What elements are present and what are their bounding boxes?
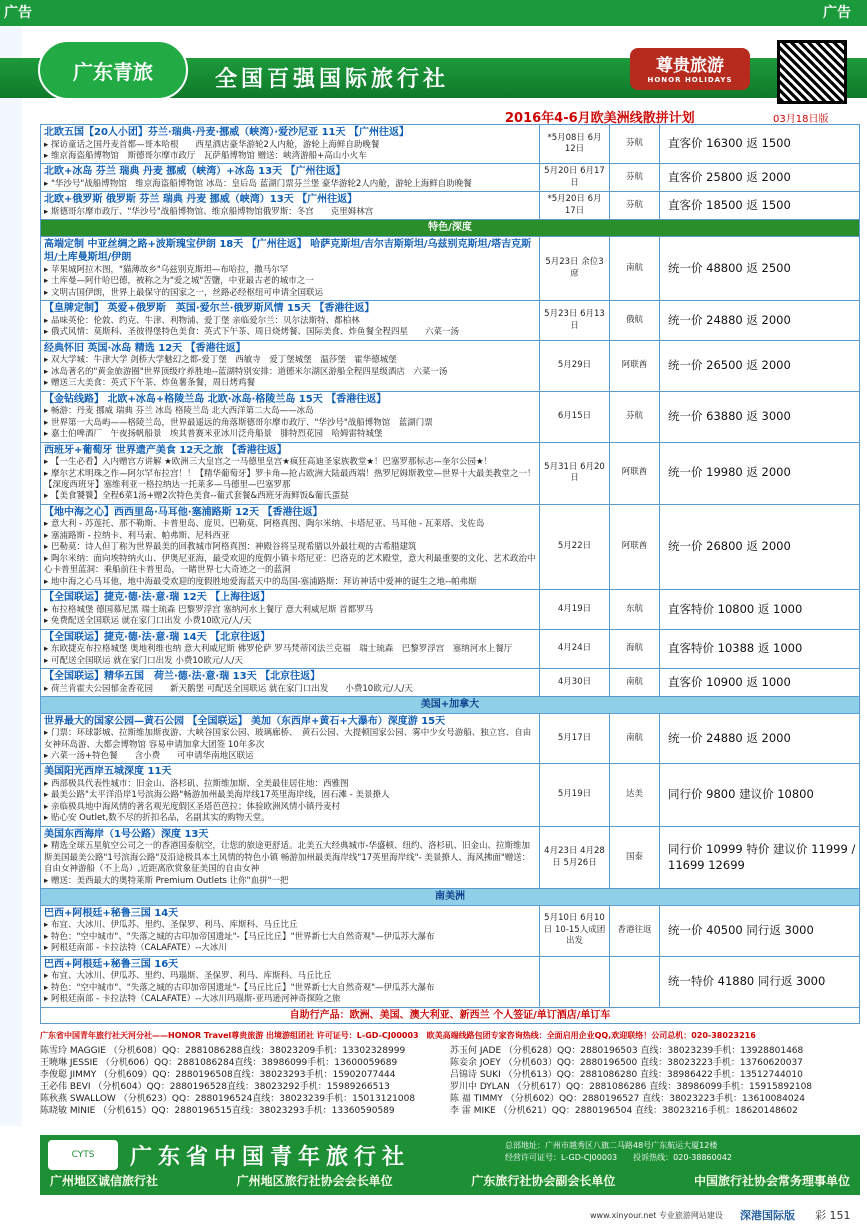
contact-entry[interactable]: 王曉琳 JESSIE （分机606）QQ：2881086284直线：38986099手机：13600059689 xyxy=(40,1058,398,1068)
contact-entry[interactable]: 陈雪玲 MAGGIE （分机608）QQ：2881086288直线：38023209手机：13302328999 xyxy=(40,1046,406,1056)
route-title[interactable]: 【全国联运】捷克·德·法·意·瑞 14天 【北京往返】 xyxy=(44,631,271,643)
ad-label-left: 广告 xyxy=(4,5,32,21)
route-title[interactable]: 【全国联运】精华五国 荷兰·德·法·意·瑞 13天 【北京往返】 xyxy=(44,671,321,683)
route-feature: ▸ 维京海盗船博物馆 斯德哥尔摩市政厅 瓦萨船博物馆 赠送：峡湾游船+高山小火车 xyxy=(44,151,536,162)
route-info xyxy=(41,629,540,668)
airline: 香港往返 xyxy=(610,905,660,956)
footer-company-name: 广东省中国青年旅行社 xyxy=(130,1145,411,1170)
route-price: 统一价 24880 返 2000 xyxy=(660,713,860,764)
route-info xyxy=(41,301,540,340)
airline: 阿联酋 xyxy=(610,340,660,391)
honor-logo-sub: HONOR HOLIDAYS xyxy=(647,76,733,84)
route-feature: ▸ 布宜、大冰川、伊瓜苏、里约、玛瑙斯、圣保罗、利马、库斯科、马丘比丘 xyxy=(44,971,536,982)
route-title[interactable]: 巴西+阿根廷+秘鲁三国 16天 xyxy=(44,958,179,970)
route-row[interactable] xyxy=(41,504,860,589)
plan-title: 2016年4-6月欧美洲线散拼计划 xyxy=(505,111,695,126)
route-feature: ▸ 冰岛著名的"黄金旅游圈"世界顶级疗养胜地--蓝湖特别安排：道德米尔湖区游船全程四星级酒店 六菜一汤 xyxy=(44,367,536,378)
route-price: 统一特价 41880 同行返 3000 xyxy=(660,956,860,1007)
footer-address-line: 总部地址：广州市越秀区八旗二马路48号广东航运大厦12楼 xyxy=(505,1141,718,1150)
route-feature: ▸ 荷兰肯霍夫公园郁金香花园 新天鹅堡 可配送全国联运 就在家门口出发 小费10欧元/人/天 xyxy=(44,684,536,695)
self-service-banner: 自助行产品：欧洲、美国、澳大利亚、新西兰 个人签证/单订酒店/单订车 xyxy=(41,1007,860,1024)
route-row[interactable] xyxy=(41,442,860,504)
route-feature: ▸ 双大学城：牛津大学 剑桥大学魅幻之都-爱丁堡 西敏寺 爱丁堡城堡 温莎堡 霍华德城堡 xyxy=(44,355,536,366)
assoc-item: 中国旅行社协会常务理事单位 xyxy=(693,1174,850,1188)
route-row[interactable] xyxy=(41,713,860,764)
route-info xyxy=(41,764,540,826)
route-feature: ▸ 土库曼—阿什哈巴德，被称之为"爱之城"苦鹽，中亚最古老的城市之一 xyxy=(44,276,536,287)
departure-date: *5月20日 6月17日 xyxy=(540,192,610,220)
route-feature: ▸ 阿根廷南部 - 卡拉法特（CALAFATE）--大冰川 xyxy=(44,943,536,954)
route-feature: ▸ 可配送全国联运 就在家门口出发 小费10欧元/人/天 xyxy=(44,656,536,667)
airline: 芬航 xyxy=(610,391,660,442)
route-info xyxy=(41,504,540,589)
route-info xyxy=(41,192,540,220)
edition-label: 深港国际版 xyxy=(740,1209,795,1222)
company-slogan: 全国百强国际旅行社 xyxy=(215,67,450,92)
route-price: 统一价 19980 返 2000 xyxy=(660,442,860,504)
route-feature: ▸ "华沙号"战船博物馆 维京海盗船博物馆 冰岛：皇后岛 蓝湖门票芬兰堡 豪华游轮2人内舱，游轮上海鲜自助晚餐 xyxy=(44,179,536,190)
top-ad-bar xyxy=(0,0,867,26)
route-feature: ▸ 畅游：丹麦 挪威 瑞典 芬兰 冰岛 格陵兰岛 北大西洋第二大岛——冰岛 xyxy=(44,406,536,417)
airline: 南航 xyxy=(610,713,660,764)
contact-entry[interactable]: 李 雷 MIKE （分机621）QQ：2880196504 直线：38023216手机：18620148602 xyxy=(450,1106,798,1116)
footer-address xyxy=(505,1140,732,1164)
route-title[interactable]: 【金钻线路】 北欧+冰岛+格陵兰岛 北欧·冰岛·格陵兰岛 15天 【香港往返】 xyxy=(44,393,387,405)
departure-date: 4月23日 4月28日 5月26日 xyxy=(540,826,610,888)
airline: 阿联酋 xyxy=(610,442,660,504)
route-info xyxy=(41,125,540,164)
route-feature: ▸ 赠送三大美食：英式下午茶、炸鱼薯条餐，周日烤鸡餐 xyxy=(44,378,536,389)
route-table xyxy=(40,124,860,1024)
ad-label-right: 广告 xyxy=(823,5,851,21)
footer-license-line: 经营许可证号：L-GD-CJ00003 投诉热线：020-38860042 xyxy=(505,1153,733,1162)
route-price: 直客特价 10388 返 1000 xyxy=(660,629,860,668)
contact-entry[interactable]: 陈妾余 JOEY （分机603）QQ：2880196500 直线：38023223手机：13760620037 xyxy=(450,1058,803,1068)
contact-row xyxy=(40,1057,860,1069)
route-row[interactable] xyxy=(41,340,860,391)
contact-entry[interactable]: 陈晓敏 MINIE （分机615）QQ：2880196515直线：38023293手机：13360590589 xyxy=(40,1106,395,1116)
route-price: 统一价 48800 返 2500 xyxy=(660,236,860,300)
route-feature: ▸ 最美公路"太平洋沿岸1号滨海公路"畅游加州最美海岸线17英里海岸线，固石滩 - 美景撩人 xyxy=(44,790,536,801)
departure-date: 5月17日 xyxy=(540,713,610,764)
route-row[interactable] xyxy=(41,301,860,340)
route-row[interactable] xyxy=(41,590,860,629)
route-price: 直客价 25800 返 2000 xyxy=(660,164,860,192)
departure-date: 4月30日 xyxy=(540,669,610,697)
departure-date: 5月23日 6月13日 xyxy=(540,301,610,340)
contact-entry[interactable]: 陈 福 TIMMY （分机602）QQ：2880196527 直线：38023223手机：13610084024 xyxy=(450,1094,806,1104)
route-info xyxy=(41,826,540,888)
route-info xyxy=(41,669,540,697)
route-price: 直客价 16300 返 1500 xyxy=(660,125,860,164)
route-feature: ▸ 巴勒莫：诗人但丁称为世界最美的回教城市阿格真图：神殿谷将呈现希腊以外最壮观的古希腊建筑 xyxy=(44,542,536,553)
route-info xyxy=(41,442,540,504)
route-info xyxy=(41,391,540,442)
route-title[interactable]: 【皇牌定制】 英爱+俄罗斯 英国·爱尔兰·俄罗斯风情 15天 【香港往返】 xyxy=(44,303,375,315)
route-feature: ▸ 六菜一汤+特色餐 含小费 可申请华南地区联运 xyxy=(44,751,536,762)
route-row[interactable] xyxy=(41,905,860,956)
route-price: 统一价 26800 返 2000 xyxy=(660,504,860,589)
route-feature: ▸ 亲临极具地中海风情的著名观光度假区圣塔芭芭拉；体验欧洲风情小镇丹麦村 xyxy=(44,802,536,813)
route-price: 直客特价 10800 返 1000 xyxy=(660,590,860,629)
contact-row xyxy=(40,1105,860,1117)
page-number: 彩 151 xyxy=(815,1209,851,1222)
airline: 芬航 xyxy=(610,125,660,164)
route-row[interactable] xyxy=(41,391,860,442)
route-title[interactable]: 高端定制 中亚丝绸之路+波斯瑰宝伊朗 18天 【广州往返】 哈萨克斯坦/吉尔吉斯斯坦/乌兹别克斯坦/塔吉克斯坦/土库曼斯坦/伊朗 xyxy=(44,238,532,264)
route-price: 统一价 40500 同行返 3000 xyxy=(660,905,860,956)
route-price: 直客价 10900 返 1000 xyxy=(660,669,860,697)
bottom-url[interactable]: www.xinyour.net 专业旅游网站建设 xyxy=(590,1211,723,1220)
airline: 达美 xyxy=(610,764,660,826)
assoc-item: 广州地区诚信旅行社 xyxy=(50,1174,159,1188)
route-feature: ▸ 【一生必看】入内赠宫方讲解 ★欧洲三大皇宫之一马德里皇宫★疯狂高迪圣家族教堂★！巴塞罗那标志—奎尔公园★！ xyxy=(44,457,536,468)
route-feature: ▸ 免费配送全国联运 就在家门口出发 小费10欧元/人/天 xyxy=(44,616,536,627)
route-info xyxy=(41,713,540,764)
route-row[interactable] xyxy=(41,764,860,826)
route-feature: ▸ 东欧捷克布拉格城堡 奥地利维也纳 意大利威尼斯 佛罗伦萨 罗马梵蒂冈法兰克福 瑞士琉森 巴黎罗浮宫 塞纳河水上餐厅 xyxy=(44,644,536,655)
route-feature: ▸ 阿根廷南部 - 卡拉法特（CALAFATE）--大冰川玛瑙斯-亚玛逊河神奇探险之旅 xyxy=(44,994,536,1005)
route-feature: ▸ 地中海之心马耳他，地中海最受欢迎的度假胜地爱海蓝天中的岛国-塞浦路斯：拜访神话中爱神的诞生之地--帕弗斯 xyxy=(44,577,536,588)
departure-date: 5月23日 余位3席 xyxy=(540,236,610,300)
route-feature: ▸ 品味英伦：伦敦、约克、牛津、利物浦、爱丁堡 亲临爱尔兰：贝尔法斯特、都柏林 xyxy=(44,316,536,327)
contact-header: 广东省中国青年旅行社天河分社——HONOR Travel尊贵旅游 出境游组团社 许可证号：L-GD-CJ00003 欧美高端线路包团专家咨询热线：全面启用企业QQ,欢迎联络！公司总机：020-38023216 xyxy=(40,1031,756,1040)
route-feature: ▸ 西部极具代表性城市：旧金山、洛杉矶、拉斯维加斯、全美最佳居住地：西雅图 xyxy=(44,779,536,790)
departure-date: 5月19日 xyxy=(540,764,610,826)
route-title[interactable]: 北欧+俄罗斯 俄罗斯 芬兰 瑞典 丹麦 挪威（峡湾）13天 【广州往返】 xyxy=(44,194,358,206)
route-feature: ▸ 文明古国伊朗，世界上最保守的国家之一，丝路必经枢纽可申请全国联运 xyxy=(44,288,536,299)
left-strip xyxy=(0,26,22,1126)
airline: 南航 xyxy=(610,669,660,697)
route-feature: ▸ 陶尔米纳：面向埃特纳火山、伊奥尼亚海，最受欢迎的度假小镇卡塔尼亚：巴洛克的艺术殿堂，意大利最重要的文化、艺术政治中心卡普里蓝洞：乘船前往卡普里岛，一睹世界七大奇迹之一的蓝洞 xyxy=(44,554,536,577)
route-title[interactable]: 世界最大的国家公园—黄石公园 【全国联运】 美加（东西岸+黄石+大瀑布）深度游 15天 xyxy=(44,715,446,727)
route-row[interactable] xyxy=(41,669,860,697)
route-title[interactable]: 西班牙+葡萄牙 世界遗产美食 12天之旅 【香港往返】 xyxy=(44,444,287,456)
section-header: 特色/深度 xyxy=(41,220,860,237)
route-price: 统一价 24880 返 2000 xyxy=(660,301,860,340)
airline: 阿联酋 xyxy=(610,504,660,589)
route-feature: ▸ 特色："空中城市"、"失落之城的古印加帝国遗址"-【马丘比丘】"世界新七大自然奇观"—伊瓜苏大瀑布 xyxy=(44,983,536,994)
assoc-item: 广东旅行社协会副会长单位 xyxy=(471,1174,616,1188)
contact-row xyxy=(40,1045,860,1057)
route-row[interactable] xyxy=(41,192,860,220)
route-feature: ▸ 赠送：美西最大的奥特莱斯 Premium Outlets 让你"血拼"一把 xyxy=(44,876,536,887)
route-feature: ▸ 意大利 - 苏莲托、那不勒斯、卡普里岛、庞贝、巴勒莫、阿格真图、陶尔米纳、卡塔尼亚、马耳他 - 瓦莱塔、戈佐岛 xyxy=(44,519,536,530)
route-row[interactable] xyxy=(41,164,860,192)
airline: 俄航 xyxy=(610,301,660,340)
cyts-logo: 广东青旅 xyxy=(38,40,188,100)
route-price: 统一价 26500 返 2000 xyxy=(660,340,860,391)
route-info xyxy=(41,236,540,300)
route-title[interactable]: 巴西+阿根廷+秘鲁三国 14天 xyxy=(44,907,179,919)
route-title[interactable]: 美国阳光西岸五城深度 11天 xyxy=(44,766,172,778)
route-feature: ▸ 苹果城阿拉木图，"猫薄故乡"乌兹别克斯坦—布哈拉，撒马尔罕 xyxy=(44,265,536,276)
route-feature: ▸ 特色："空中城市"、"失落之城的古印加帝国遗址"-【马丘比丘】"世界新七大自然奇观"—伊瓜苏大瀑布 xyxy=(44,932,536,943)
contact-entry[interactable]: 王必伟 BEVI （分机604）QQ：2880196528直线：38023292手机：15989266513 xyxy=(40,1082,390,1092)
bottom-bar xyxy=(0,1198,867,1230)
route-info xyxy=(41,590,540,629)
route-feature: ▸ 世界第一大岛屿——格陵兰岛，世界最遥远的角落斯德哥尔摩市政厅、"华沙号"战船博物馆 蓝湖门票 xyxy=(44,418,536,429)
departure-date: 6月15日 xyxy=(540,391,610,442)
route-info xyxy=(41,905,540,956)
contact-list xyxy=(40,1045,860,1117)
contact-entry[interactable]: 苏玉何 JADE （分机628）QQ：2880196503 直线：38023239手机：13928801468 xyxy=(450,1046,804,1056)
route-feature: ▸ 斯德哥尔摩市政厅、"华沙号"战船博物馆、维京船博物馆俄罗斯：冬宫 克里姆林宫 xyxy=(44,207,536,218)
route-info xyxy=(41,340,540,391)
route-feature: ▸ 门票：环球影城、拉斯维加斯夜游、大峡谷国家公园、玻璃廊桥、 黄石公园、大提顿国家公园、雾中少女号游船、独立宫、自由女神环岛游、大都会博物馆 容易申请加拿大团签 10年多次 xyxy=(44,728,536,751)
footer-associations xyxy=(50,1172,850,1189)
route-feature: ▸ 嘉士伯啤酒厂 午夜扬帆船景 埃其普赛米亚冰川泛舟船景 腓特烈花园 哈姆雷特城堡 xyxy=(44,429,536,440)
footer-logo: CYTS xyxy=(48,1140,118,1170)
route-feature: ▸ 探访童话之国丹麦首都—哥本哈根 西星酒店豪华游轮2人内舱，游轮上海鲜自助晚餐 xyxy=(44,140,536,151)
route-price: 同行价 9800 建议价 10800 xyxy=(660,764,860,826)
section-header: 美国+加拿大 xyxy=(41,697,860,714)
airline: 芬航 xyxy=(610,192,660,220)
route-info xyxy=(41,956,540,1007)
qr-code-icon xyxy=(777,40,847,104)
route-feature: ▸ 布拉格城堡 德国慕尼黑 瑞士琉森 巴黎罗浮宫 塞纳河水上餐厅 意大利威尼斯 首都罗马 xyxy=(44,605,536,616)
route-feature: ▸ 摩尔艺术明珠之作—阿尔罕布拉宫！！【精华葡萄牙】罗卡角—抢占欧洲大陆最西端！热罗尼姆斯教堂—世界十大最美教堂之一！【深度西班牙】塞维利亚一格拉纳达一托莱多—马德里—巴塞罗那 xyxy=(44,469,536,492)
route-feature: ▸ 贴心安 Outlet,数不尽的折扣名品，名副其实的购物天堂。 xyxy=(44,813,536,824)
route-feature: ▸ 【美食饕餮】全程6菜1汤+赠2次特色美食--葡式套餐&西班牙海鲜饭&葡氏蛋挞 xyxy=(44,491,536,502)
departure-date: 5月10日 6月10日 10-15人成团出发 xyxy=(540,905,610,956)
route-row[interactable] xyxy=(41,956,860,1007)
airline xyxy=(610,956,660,1007)
departure-date xyxy=(540,956,610,1007)
contact-entry[interactable]: 罗川中 DYLAN （分机617）QQ：2881086286 直线：38986099手机：15915892108 xyxy=(450,1082,813,1092)
airline: 东航 xyxy=(610,590,660,629)
contact-row xyxy=(40,1081,860,1093)
departure-date: 5月22日 xyxy=(540,504,610,589)
contact-row xyxy=(40,1093,860,1105)
plan-date: 03月18日版 xyxy=(773,114,829,125)
route-title[interactable]: 北欧+冰岛 芬兰 瑞典 丹麦 挪威（峡湾）+冰岛 13天 【广州往返】 xyxy=(44,166,346,178)
route-feature: ▸ 俄式风情：莫斯科、圣彼得堡特色美食：英式下午茶、周日烧烤餐、国际美食、炸鱼餐全程四星 六菜一汤 xyxy=(44,327,536,338)
route-row[interactable] xyxy=(41,236,860,300)
route-title[interactable]: 【全国联运】捷克·德·法·意·瑞 12天 【上海往返】 xyxy=(44,592,271,604)
honor-logo xyxy=(630,48,750,90)
route-feature: ▸ 精选全球五星航空公司之一的香港国泰航空，让您的旅途更舒适。北美五大经典城市-华盛顿、纽约、洛杉矶、旧金山、拉斯维加斯美国最美公路"1号滨海公路"及沿途极具本土风情的特色小镇 畅游加州最美海岸线"17英里海岸线"- 美景撩人、海风拂面"赠送：自由女神游船（不上岛）,近距离欣赏象征美国的自由女神 xyxy=(44,841,536,875)
route-title[interactable]: 美国东西海岸（1号公路）深度 13天 xyxy=(44,828,209,840)
route-row[interactable] xyxy=(41,125,860,164)
airline: 南航 xyxy=(610,236,660,300)
honor-logo-text: 尊贵旅游 xyxy=(656,56,724,76)
assoc-item: 广州地区旅行社协会会长单位 xyxy=(236,1174,393,1188)
route-row[interactable] xyxy=(41,629,860,668)
route-price: 同行价 10999 特价 建议价 11999 / 11699 12699 xyxy=(660,826,860,888)
route-feature: ▸ 塞浦路斯 - 拉纳卡、利马索、帕弗斯、尼科西亚 xyxy=(44,531,536,542)
departure-date: 4月24日 xyxy=(540,629,610,668)
airline: 海航 xyxy=(610,629,660,668)
route-title[interactable]: 【地中海之心】西西里岛·马耳他·塞浦路斯 12天 【香港往返】 xyxy=(44,506,323,518)
route-price: 统一价 63880 返 3000 xyxy=(660,391,860,442)
departure-date: 4月19日 xyxy=(540,590,610,629)
route-row[interactable] xyxy=(41,826,860,888)
contact-entry[interactable]: 李俊聪 JIMMY （分机609）QQ：2880196508直线：38023293手机：15902077444 xyxy=(40,1070,396,1080)
contact-entry[interactable]: 陈秋燕 SWALLOW （分机623）QQ：2880196524直线：38023239手机：15013121008 xyxy=(40,1094,416,1104)
contact-row xyxy=(40,1069,860,1081)
route-price: 直客价 18500 返 1500 xyxy=(660,192,860,220)
airline: 国泰 xyxy=(610,826,660,888)
departure-date: 5月20日 6月17日 xyxy=(540,164,610,192)
departure-date: 5月29日 xyxy=(540,340,610,391)
section-header: 南美洲 xyxy=(41,889,860,906)
route-title[interactable]: 经典怀旧 英国·冰岛 精选 12天 【香港往返】 xyxy=(44,342,246,354)
contact-entry[interactable]: 吕锦诗 SUKI （分机613）QQ：2881086280 直线：38986422手机：13512744010 xyxy=(450,1070,803,1080)
airline: 芬航 xyxy=(610,164,660,192)
departure-date: 5月31日 6月20日 xyxy=(540,442,610,504)
departure-date: *5月08日 6月12日 xyxy=(540,125,610,164)
route-feature: ▸ 布宜、大冰川、伊瓜苏、里约、圣保罗、利马、库斯科、马丘比丘 xyxy=(44,920,536,931)
route-info xyxy=(41,164,540,192)
route-title[interactable]: 北欧五国【20人小团】芬兰·瑞典·丹麦·挪威（峡湾）·爱沙尼亚 11天 【广州往返】 xyxy=(44,127,409,138)
